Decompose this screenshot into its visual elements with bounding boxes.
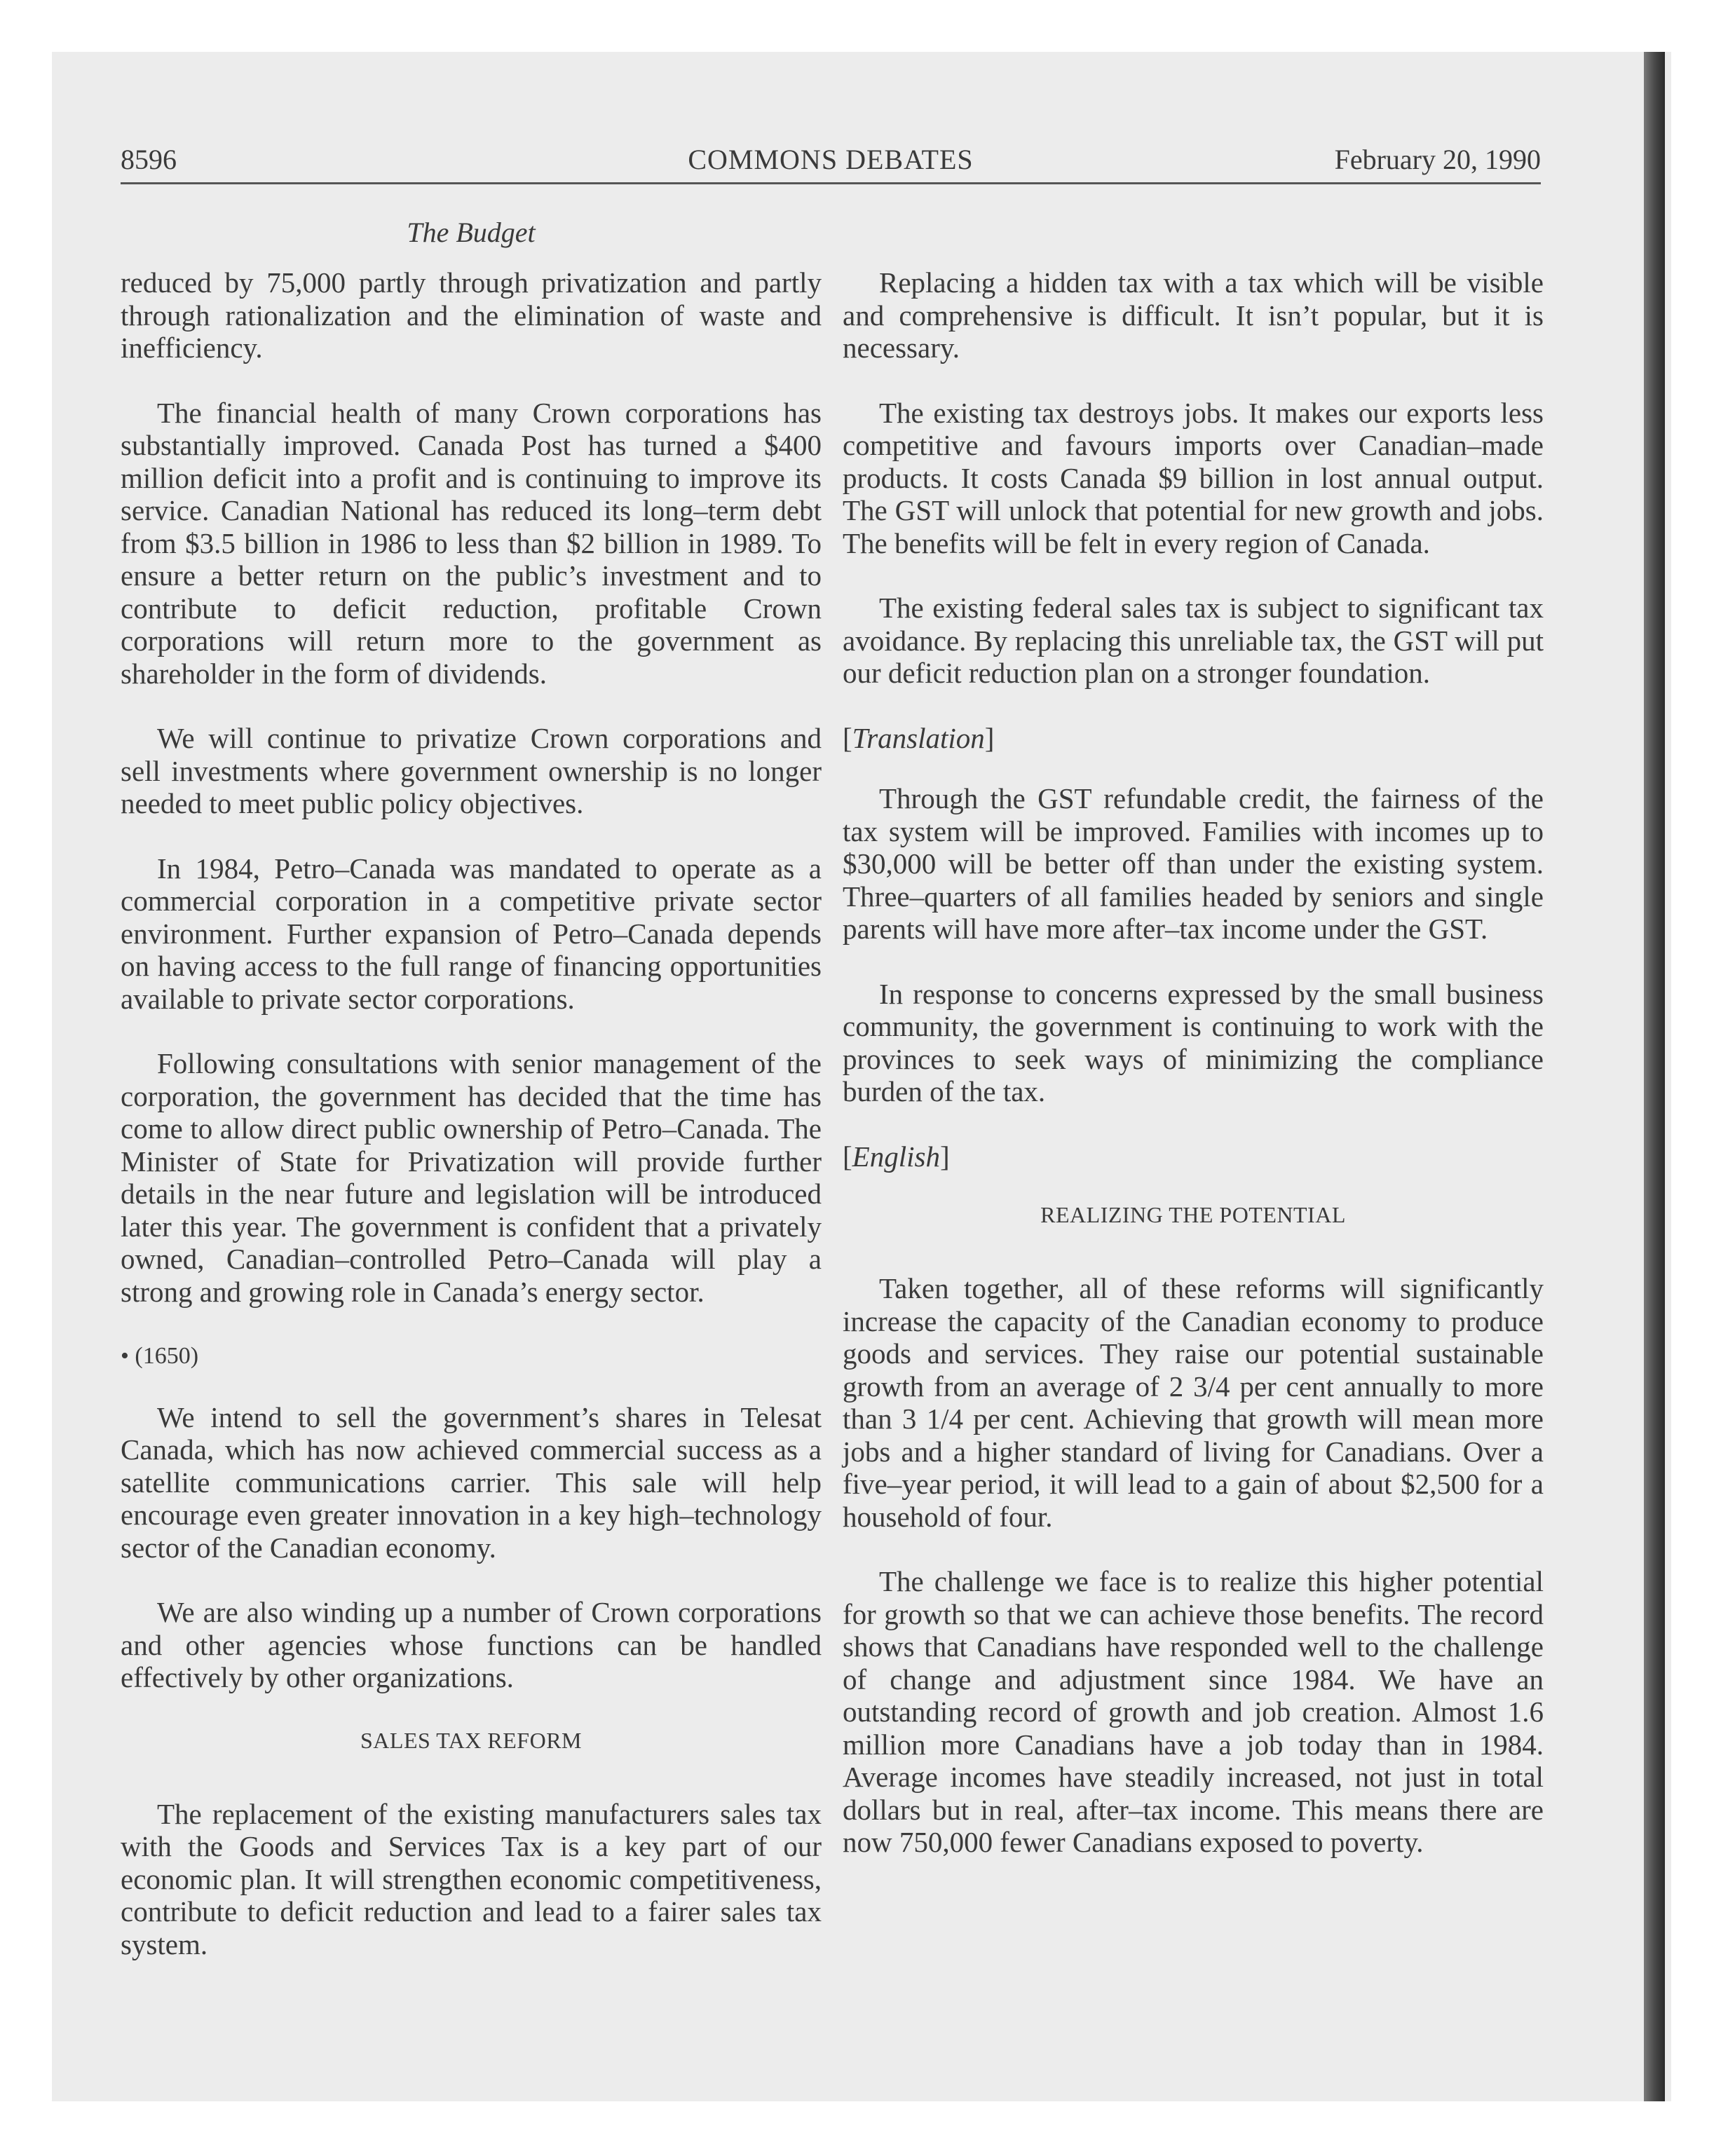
paragraph: We are also winding up a number of Crown corporations and other agencies whose functions can be handled effectively by other organizations.: [121, 1596, 822, 1693]
paragraph: The challenge we face is to realize this higher potential for growth so that we can achieve those benefits. The record shows that Canadians have responded well to the challenge of change and adjustment since 1984. We have an outstanding record of growth and job creation. Almost 1.6 million more Canadians have a job today than in 1984. Average incomes have steadily increased, not just in total dollars but in real, after–tax income. This means there are now 750,000 fewer Canadians exposed to poverty.: [843, 1565, 1544, 1858]
right-column: [843, 266, 1544, 1891]
header-rule: [121, 182, 1541, 184]
running-head: The Budget: [407, 217, 536, 248]
paragraph: Through the GST refundable credit, the fairness of the tax system will be improved. Families with incomes up to $30,000 will be better off than under the existing system. Three–quarters of all families headed by seniors and single parents will have more after–tax income under the GST.: [843, 782, 1544, 945]
paragraph: The existing tax destroys jobs. It makes our exports less competitive and favours imports over Canadian–made products. It costs Canada $9 billion in lost annual output. The GST will unlock that potential for new growth and jobs. The benefits will be felt in every region of Canada.: [843, 396, 1544, 559]
paragraph: Following consultations with senior management of the corporation, the government has decided that the time has come to allow direct public ownership of Petro–Canada. The Minister of State for Privatization will provide further details in the near future and legislation will be introduced later this year. The government is confident that a privately owned, Canadian–controlled Petro–Canada will play a strong and growing role in Canada’s energy sector.: [121, 1047, 822, 1308]
left-column: [121, 266, 822, 1993]
paragraph: Taken together, all of these reforms will significantly increase the capacity of the Canadian economy to produce goods and services. They raise our potential sustainable growth from an average of 2 3/4 per cent annually to more than 3 1/4 per cent. Achieving that growth will mean more jobs and a higher standard of living for Canadians. Over a five–year period, it will lead to a gain of about $2,500 for a household of four.: [843, 1272, 1544, 1533]
language-tag-translation: [Translation]: [843, 721, 995, 754]
language-tag-label: Translation: [852, 721, 985, 754]
scan-edge-shadow: [1644, 52, 1665, 2101]
paragraph: The replacement of the existing manufacturers sales tax with the Goods and Services Tax is a key part of our economic plan. It will strengthen economic competitiveness, contribute to deficit reduction and lead to a fairer sales tax system.: [121, 1797, 822, 1960]
page-number: 8596: [121, 144, 177, 175]
page-header: [121, 140, 1541, 179]
paragraph: We intend to sell the government’s shares in Telesat Canada, which has now achieved commercial success as a satellite communications carrier. This sale will help encourage even greater innovation in a key high–technology sector of the Canadian economy.: [121, 1400, 822, 1564]
publication-title: COMMONS DEBATES: [688, 144, 974, 175]
paragraph: Replacing a hidden tax with a tax which will be visible and comprehensive is difficult. It isn’t popular, but it is necessary.: [843, 266, 1544, 364]
time-marker: • (1650): [121, 1343, 199, 1369]
section-heading-sales-tax: SALES TAX REFORM: [360, 1727, 582, 1753]
paragraph: In 1984, Petro–Canada was mandated to operate as a commercial corporation in a competitive private sector environment. Further expansion of Petro–Canada depends on having access to the full range of financing opportunities available to private sector corporations.: [121, 852, 822, 1015]
paragraph: We will continue to privatize Crown corporations and sell investments where government ownership is no longer needed to meet public policy objectives.: [121, 722, 822, 819]
publication-date: February 20, 1990: [1334, 144, 1541, 175]
language-tag-english: [English]: [843, 1140, 950, 1173]
paragraph: reduced by 75,000 partly through privatization and partly through rationalization and the elimination of waste and inefficiency.: [121, 266, 822, 364]
paragraph: The existing federal sales tax is subject to significant tax avoidance. By replacing this unreliable tax, the GST will put our deficit reduction plan on a stronger foundation.: [843, 592, 1544, 689]
paragraph: The financial health of many Crown corporations has substantially improved. Canada Post has turned a $400 million deficit into a profit and is continuing to improve its service. Canadian National has reduced its long–term debt from $3.5 billion in 1986 to less than $2 billion in 1989. To ensure a better return on the public’s investment and to contribute to deficit reduction, profitable Crown corporations will return more to the government as shareholder in the form of dividends.: [121, 396, 822, 690]
paragraph: In response to concerns expressed by the small business community, the government is continuing to work with the provinces to seek ways of minimizing the compliance burden of the tax.: [843, 977, 1544, 1107]
section-heading-potential: REALIZING THE POTENTIAL: [1040, 1202, 1346, 1227]
language-tag-label: English: [852, 1140, 940, 1173]
